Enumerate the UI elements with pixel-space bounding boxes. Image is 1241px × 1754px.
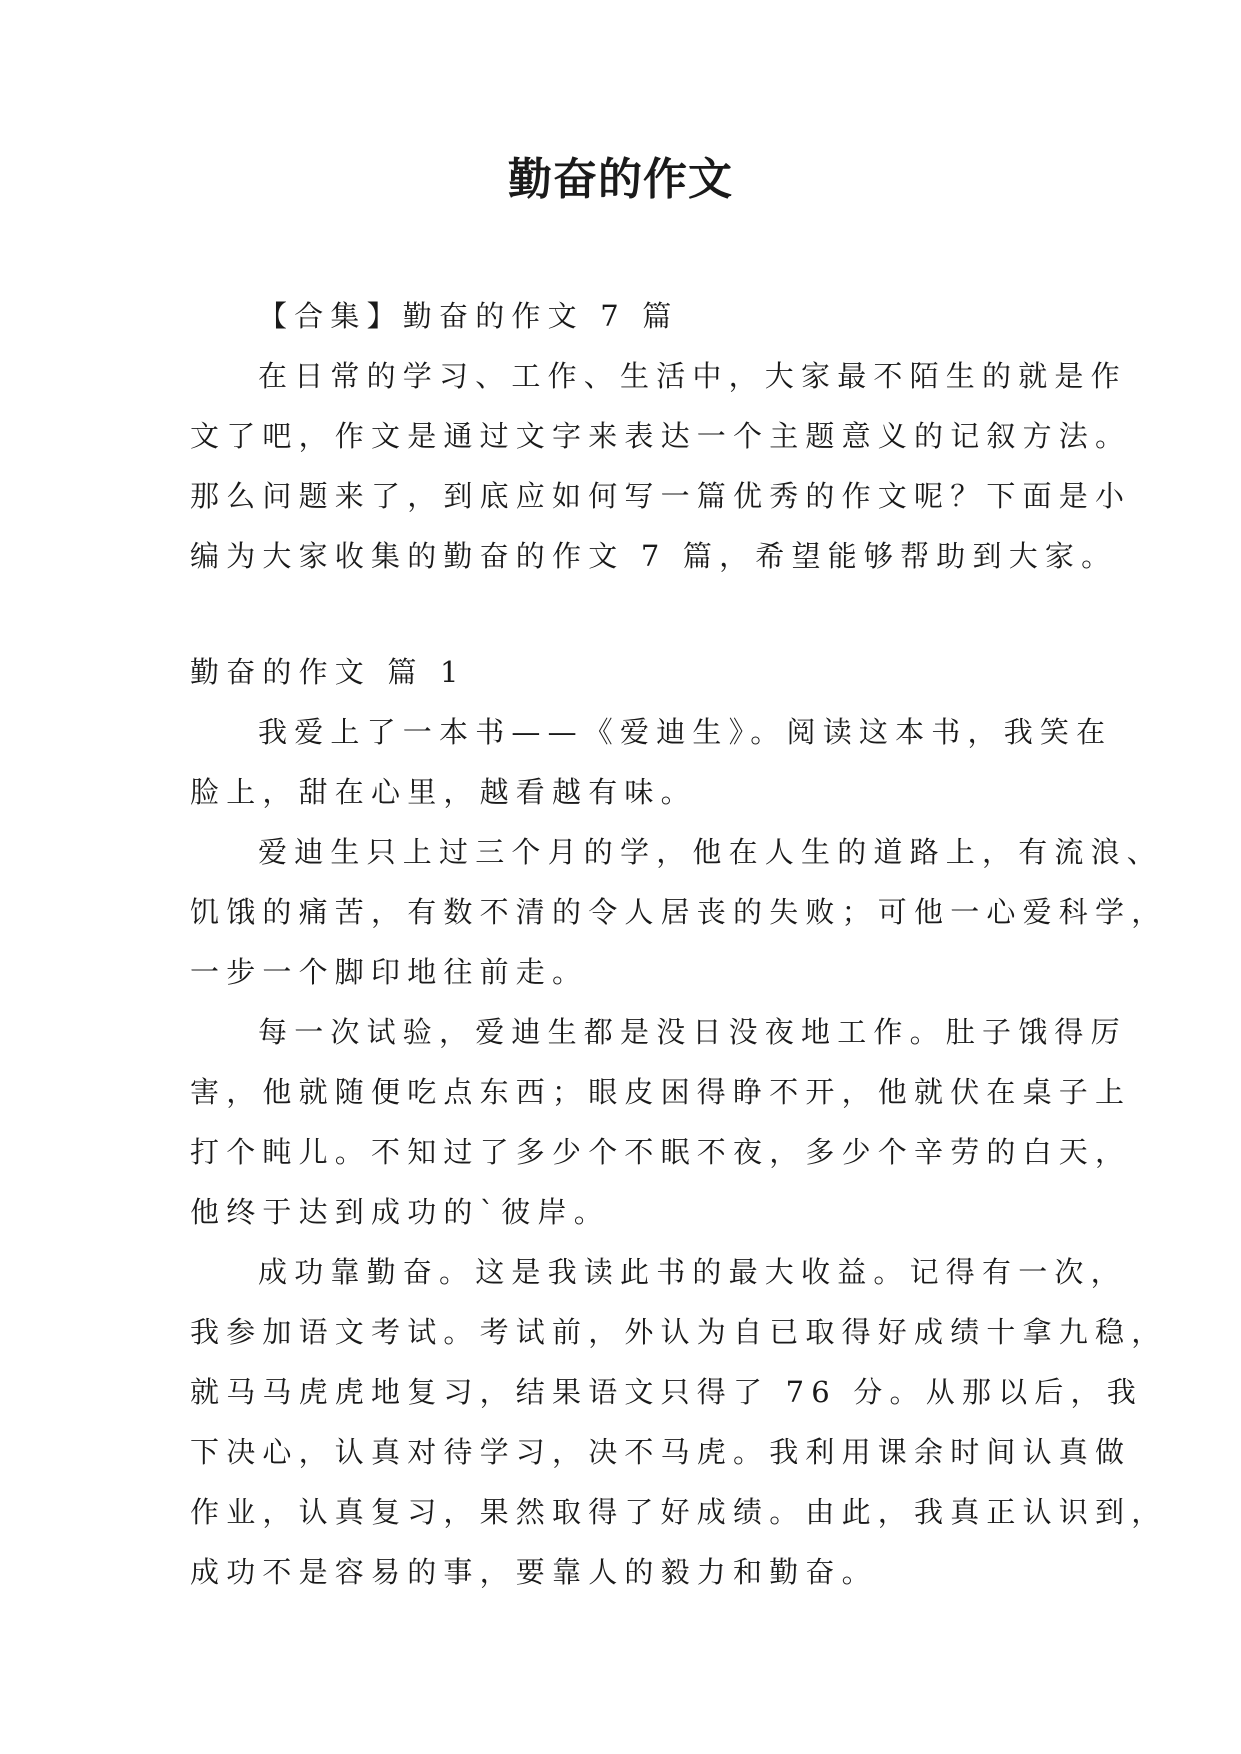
section-paragraph [190, 1242, 1168, 1602]
paragraph-line: 我参加语文考试。考试前，外认为自已取得好成绩十拿九稳， [190, 1315, 1168, 1349]
paragraph-line: 编为大家收集的勤奋的作文 7 篇，希望能够帮助到大家。 [190, 539, 1118, 573]
paragraph-line: 他终于达到成功的`彼岸。 [190, 1195, 610, 1229]
paragraph-line: 在日常的学习、工作、生活中，大家最不陌生的就是作 [258, 359, 1127, 393]
paragraph-line: 就马马虎虎地复习，结果语文只得了 76 分。从那以后，我 [190, 1375, 1143, 1409]
paragraph-line: 成功不是容易的事，要靠人的毅力和勤奋。 [190, 1555, 878, 1589]
section-paragraph [190, 702, 1113, 822]
document-body [190, 286, 1168, 1602]
section-paragraph [190, 1002, 1132, 1242]
section-heading: 勤奋的作文 篇 1 [190, 655, 466, 689]
intro-heading: 【合集】勤奋的作文 7 篇 [258, 299, 679, 333]
intro-paragraph [190, 346, 1132, 586]
paragraph-line: 成功靠勤奋。这是我读此书的最大收益。记得有一次， [258, 1255, 1127, 1289]
paragraph-line: 一步一个脚印地往前走。 [190, 955, 589, 989]
paragraph-line: 脸上，甜在心里，越看越有味。 [190, 775, 697, 809]
paragraph-line: 每一次试验，爱迪生都是没日没夜地工作。肚子饿得厉 [258, 1015, 1127, 1049]
document-title: 勤奋的作文 [508, 154, 733, 205]
paragraph-line: 我爱上了一本书——《爱迪生》。阅读这本书，我笑在 [258, 715, 1113, 749]
paragraph-line: 饥饿的痛苦，有数不清的令人居丧的失败；可他一心爱科学， [190, 895, 1168, 929]
paragraph-line: 下决心，认真对待学习，决不马虎。我利用课余时间认真做 [190, 1435, 1132, 1469]
paragraph-line: 作业，认真复习，果然取得了好成绩。由此，我真正认识到， [190, 1495, 1168, 1529]
paragraph-line: 文了吧，作文是通过文字来表达一个主题意义的记叙方法。 [190, 419, 1132, 453]
paragraph-line: 爱迪生只上过三个月的学，他在人生的道路上，有流浪、 [258, 835, 1164, 869]
paragraph-line: 打个盹儿。不知过了多少个不眠不夜，多少个辛劳的白天， [190, 1135, 1132, 1169]
paragraph-line: 那么问题来了，到底应如何写一篇优秀的作文呢？下面是小 [190, 479, 1132, 513]
paragraph-line: 害，他就随便吃点东西；眼皮困得睁不开，他就伏在桌子上 [190, 1075, 1132, 1109]
section-paragraph [190, 822, 1168, 1002]
section-spacer [190, 586, 1070, 642]
